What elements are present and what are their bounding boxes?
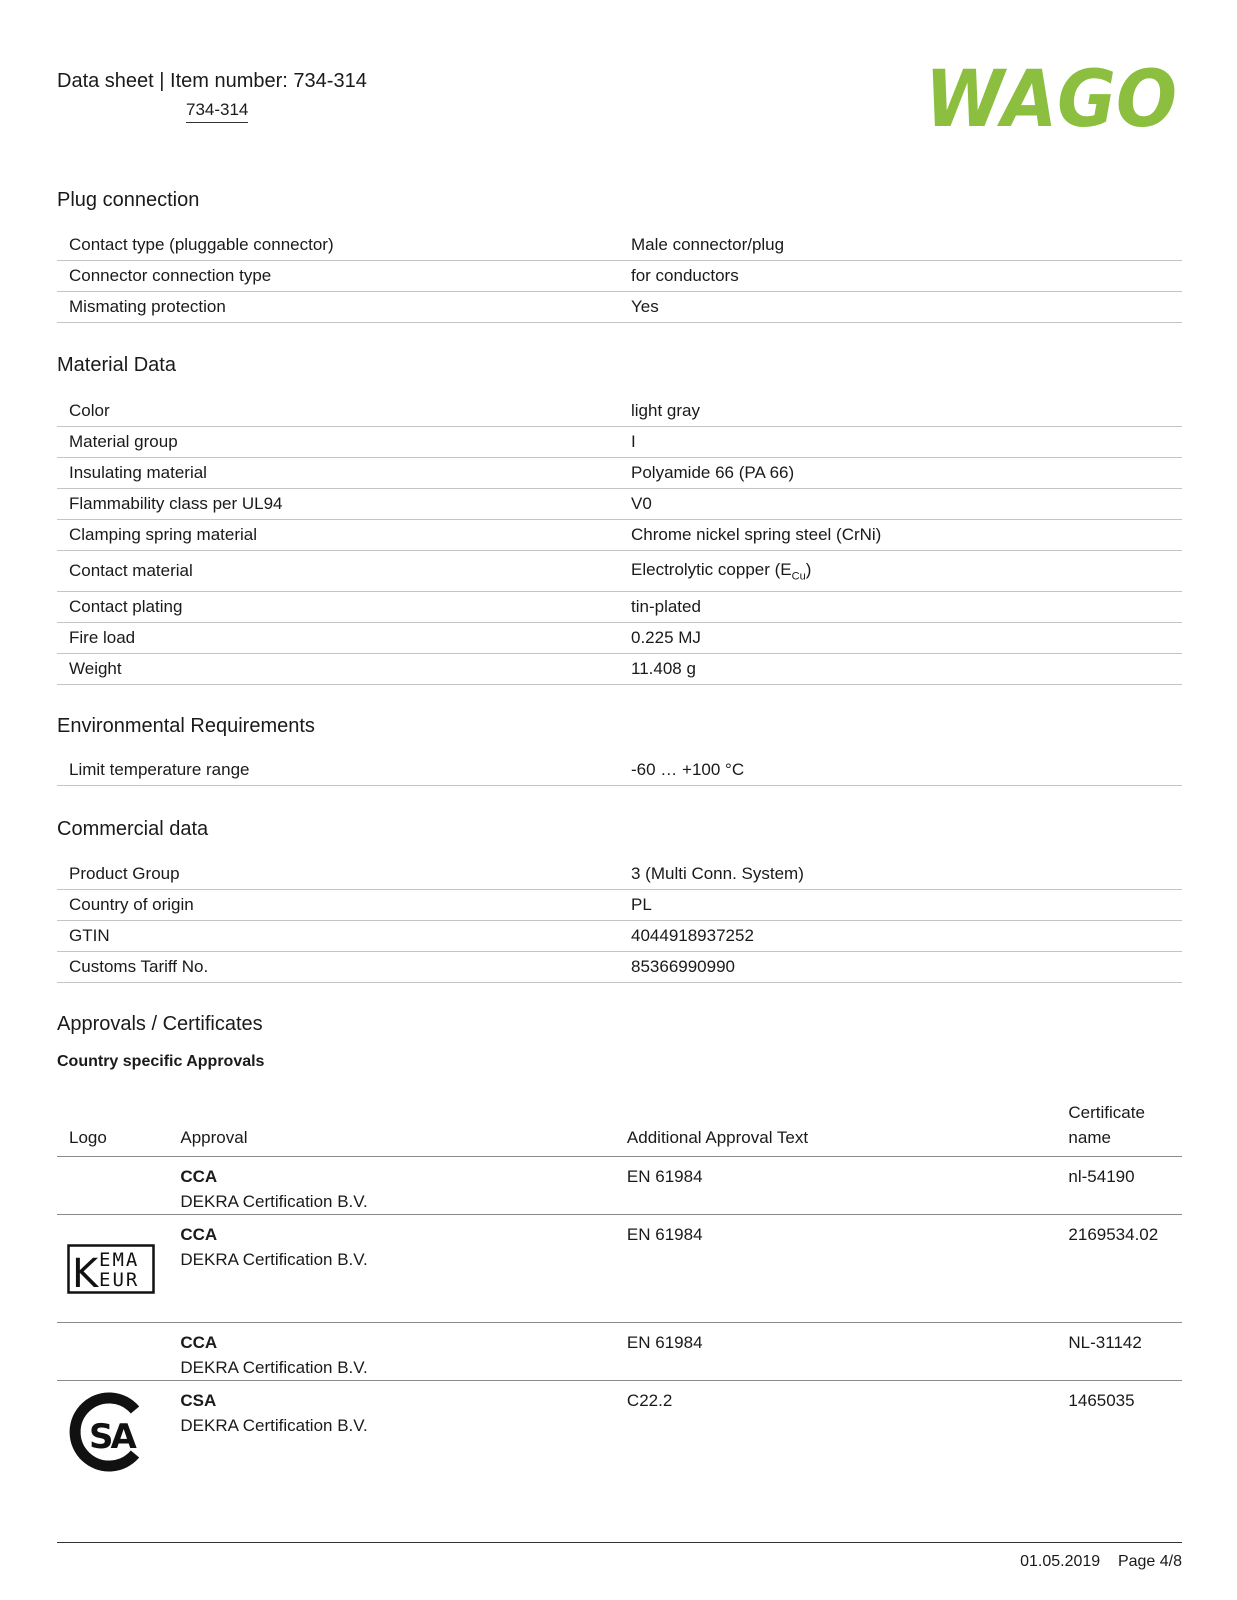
property-value: 0.225 MJ (619, 623, 1182, 654)
table-row (57, 489, 1182, 520)
property-name: Contact material (57, 551, 619, 592)
table-row (57, 890, 1182, 921)
property-value: 85366990990 (619, 952, 1182, 983)
approval-cell (168, 1323, 615, 1381)
certificate-name: NL-31142 (1056, 1323, 1182, 1381)
table-row (57, 427, 1182, 458)
table-row (57, 755, 1182, 786)
property-value: Polyamide 66 (PA 66) (619, 458, 1182, 489)
table-row (57, 859, 1182, 890)
document-header (57, 70, 367, 93)
kema-keur-bottom-text: EUR (99, 1269, 140, 1291)
section-title-material: Material Data (57, 354, 176, 376)
table-row (57, 623, 1182, 654)
property-name: Customs Tariff No. (57, 952, 619, 983)
table-row (57, 654, 1182, 685)
approval-body: DEKRA Certification B.V. (180, 1250, 368, 1269)
property-name: Mismating protection (57, 292, 619, 323)
table-row (57, 551, 1182, 592)
property-value: 4044918937252 (619, 921, 1182, 952)
approval-body: DEKRA Certification B.V. (180, 1358, 368, 1377)
additional-text: EN 61984 (615, 1215, 1056, 1323)
property-name: Product Group (57, 859, 619, 890)
property-value: Yes (619, 292, 1182, 323)
property-value: 3 (Multi Conn. System) (619, 859, 1182, 890)
property-value: Chrome nickel spring steel (CrNi) (619, 520, 1182, 551)
property-name: Flammability class per UL94 (57, 489, 619, 520)
table-row (57, 952, 1182, 983)
certificate-name: nl-54190 (1056, 1157, 1182, 1215)
approvals-table (57, 1100, 1182, 1491)
logo-cell (57, 1381, 168, 1491)
approval-name: CSA (180, 1391, 217, 1410)
property-value: light gray (619, 396, 1182, 427)
section-title-commercial: Commercial data (57, 818, 209, 840)
contact-material-subscript: Cu (791, 570, 806, 583)
kema-keur-logo (67, 1244, 155, 1296)
additional-text: EN 61984 (615, 1157, 1056, 1215)
plug-connection-table (57, 230, 1182, 323)
property-value: for conductors (619, 261, 1182, 292)
property-name: Limit temperature range (57, 755, 619, 786)
property-name: GTIN (57, 921, 619, 952)
certificate-name: 1465035 (1068, 1391, 1135, 1410)
approval-row (57, 1157, 1182, 1215)
material-data-table (57, 396, 1182, 685)
country-approvals-subtitle: Country specific Approvals (57, 1053, 265, 1070)
document-title: Data sheet | Item number: 734-314 (57, 70, 367, 92)
column-header-additional: Additional Approval Text (615, 1100, 1056, 1157)
property-name: Color (57, 396, 619, 427)
column-header-certificate: Certificate name (1056, 1100, 1182, 1157)
table-row (57, 458, 1182, 489)
property-name: Country of origin (57, 890, 619, 921)
contact-material-close: ) (805, 559, 812, 579)
approvals-header-row (57, 1100, 1182, 1157)
section-title-plug: Plug connection (57, 189, 200, 211)
column-header-approval: Approval (168, 1100, 615, 1157)
approval-cell (168, 1215, 615, 1323)
csa-logo-text: SA (89, 1417, 134, 1457)
property-value: PL (619, 890, 1182, 921)
property-name: Clamping spring material (57, 520, 619, 551)
property-name: Contact type (pluggable connector) (57, 230, 619, 261)
item-number-link[interactable]: 734-314 (186, 100, 248, 123)
property-value: 11.408 g (619, 654, 1182, 685)
page-footer (1020, 1553, 1182, 1571)
table-row (57, 592, 1182, 623)
table-row (57, 292, 1182, 323)
property-name: Connector connection type (57, 261, 619, 292)
property-name: Fire load (57, 623, 619, 654)
footer-date: 01.05.2019 (1020, 1553, 1101, 1570)
table-row (57, 520, 1182, 551)
property-name: Insulating material (57, 458, 619, 489)
approval-row (57, 1381, 1182, 1491)
table-row (57, 921, 1182, 952)
additional-text: C22.2 (626, 1391, 673, 1410)
property-value: tin-plated (619, 592, 1182, 623)
approval-name: CCA (180, 1225, 218, 1244)
kema-keur-letter: K (72, 1251, 99, 1296)
property-value: V0 (619, 489, 1182, 520)
approval-cell (168, 1381, 615, 1491)
additional-text: EN 61984 (615, 1323, 1056, 1381)
wago-logo-text: WAGO (925, 58, 1177, 138)
footer-divider (57, 1542, 1182, 1543)
property-name: Weight (57, 654, 619, 685)
approval-row (57, 1323, 1182, 1381)
approval-cell (168, 1157, 615, 1215)
section-title-approvals: Approvals / Certificates (57, 1013, 263, 1035)
logo-cell (57, 1215, 168, 1323)
certificate-name: 2169534.02 (1056, 1215, 1182, 1323)
column-header-logo: Logo (57, 1100, 168, 1157)
approval-body: DEKRA Certification B.V. (180, 1416, 368, 1435)
approval-name: CCA (180, 1167, 218, 1186)
wago-logo (925, 58, 1180, 138)
logo-cell (57, 1323, 168, 1381)
property-name: Contact plating (57, 592, 619, 623)
environmental-table (57, 755, 1182, 786)
section-title-environment: Environmental Requirements (57, 715, 315, 737)
table-row (57, 230, 1182, 261)
approval-body: DEKRA Certification B.V. (180, 1192, 368, 1211)
property-value: I (619, 427, 1182, 458)
property-value: -60 … +100 °C (619, 755, 1182, 786)
table-row (57, 396, 1182, 427)
approval-name: CCA (180, 1333, 218, 1352)
property-name: Material group (57, 427, 619, 458)
logo-cell (57, 1157, 168, 1215)
property-value (619, 551, 1182, 592)
approval-row (57, 1215, 1182, 1323)
csa-logo (69, 1390, 153, 1474)
table-row (57, 261, 1182, 292)
commercial-data-table (57, 859, 1182, 983)
footer-page-number: Page 4/8 (1117, 1553, 1182, 1570)
property-value: Male connector/plug (619, 230, 1182, 261)
kema-keur-top-text: EMA (99, 1249, 140, 1271)
contact-material-text: Electrolytic copper (E (631, 559, 792, 579)
